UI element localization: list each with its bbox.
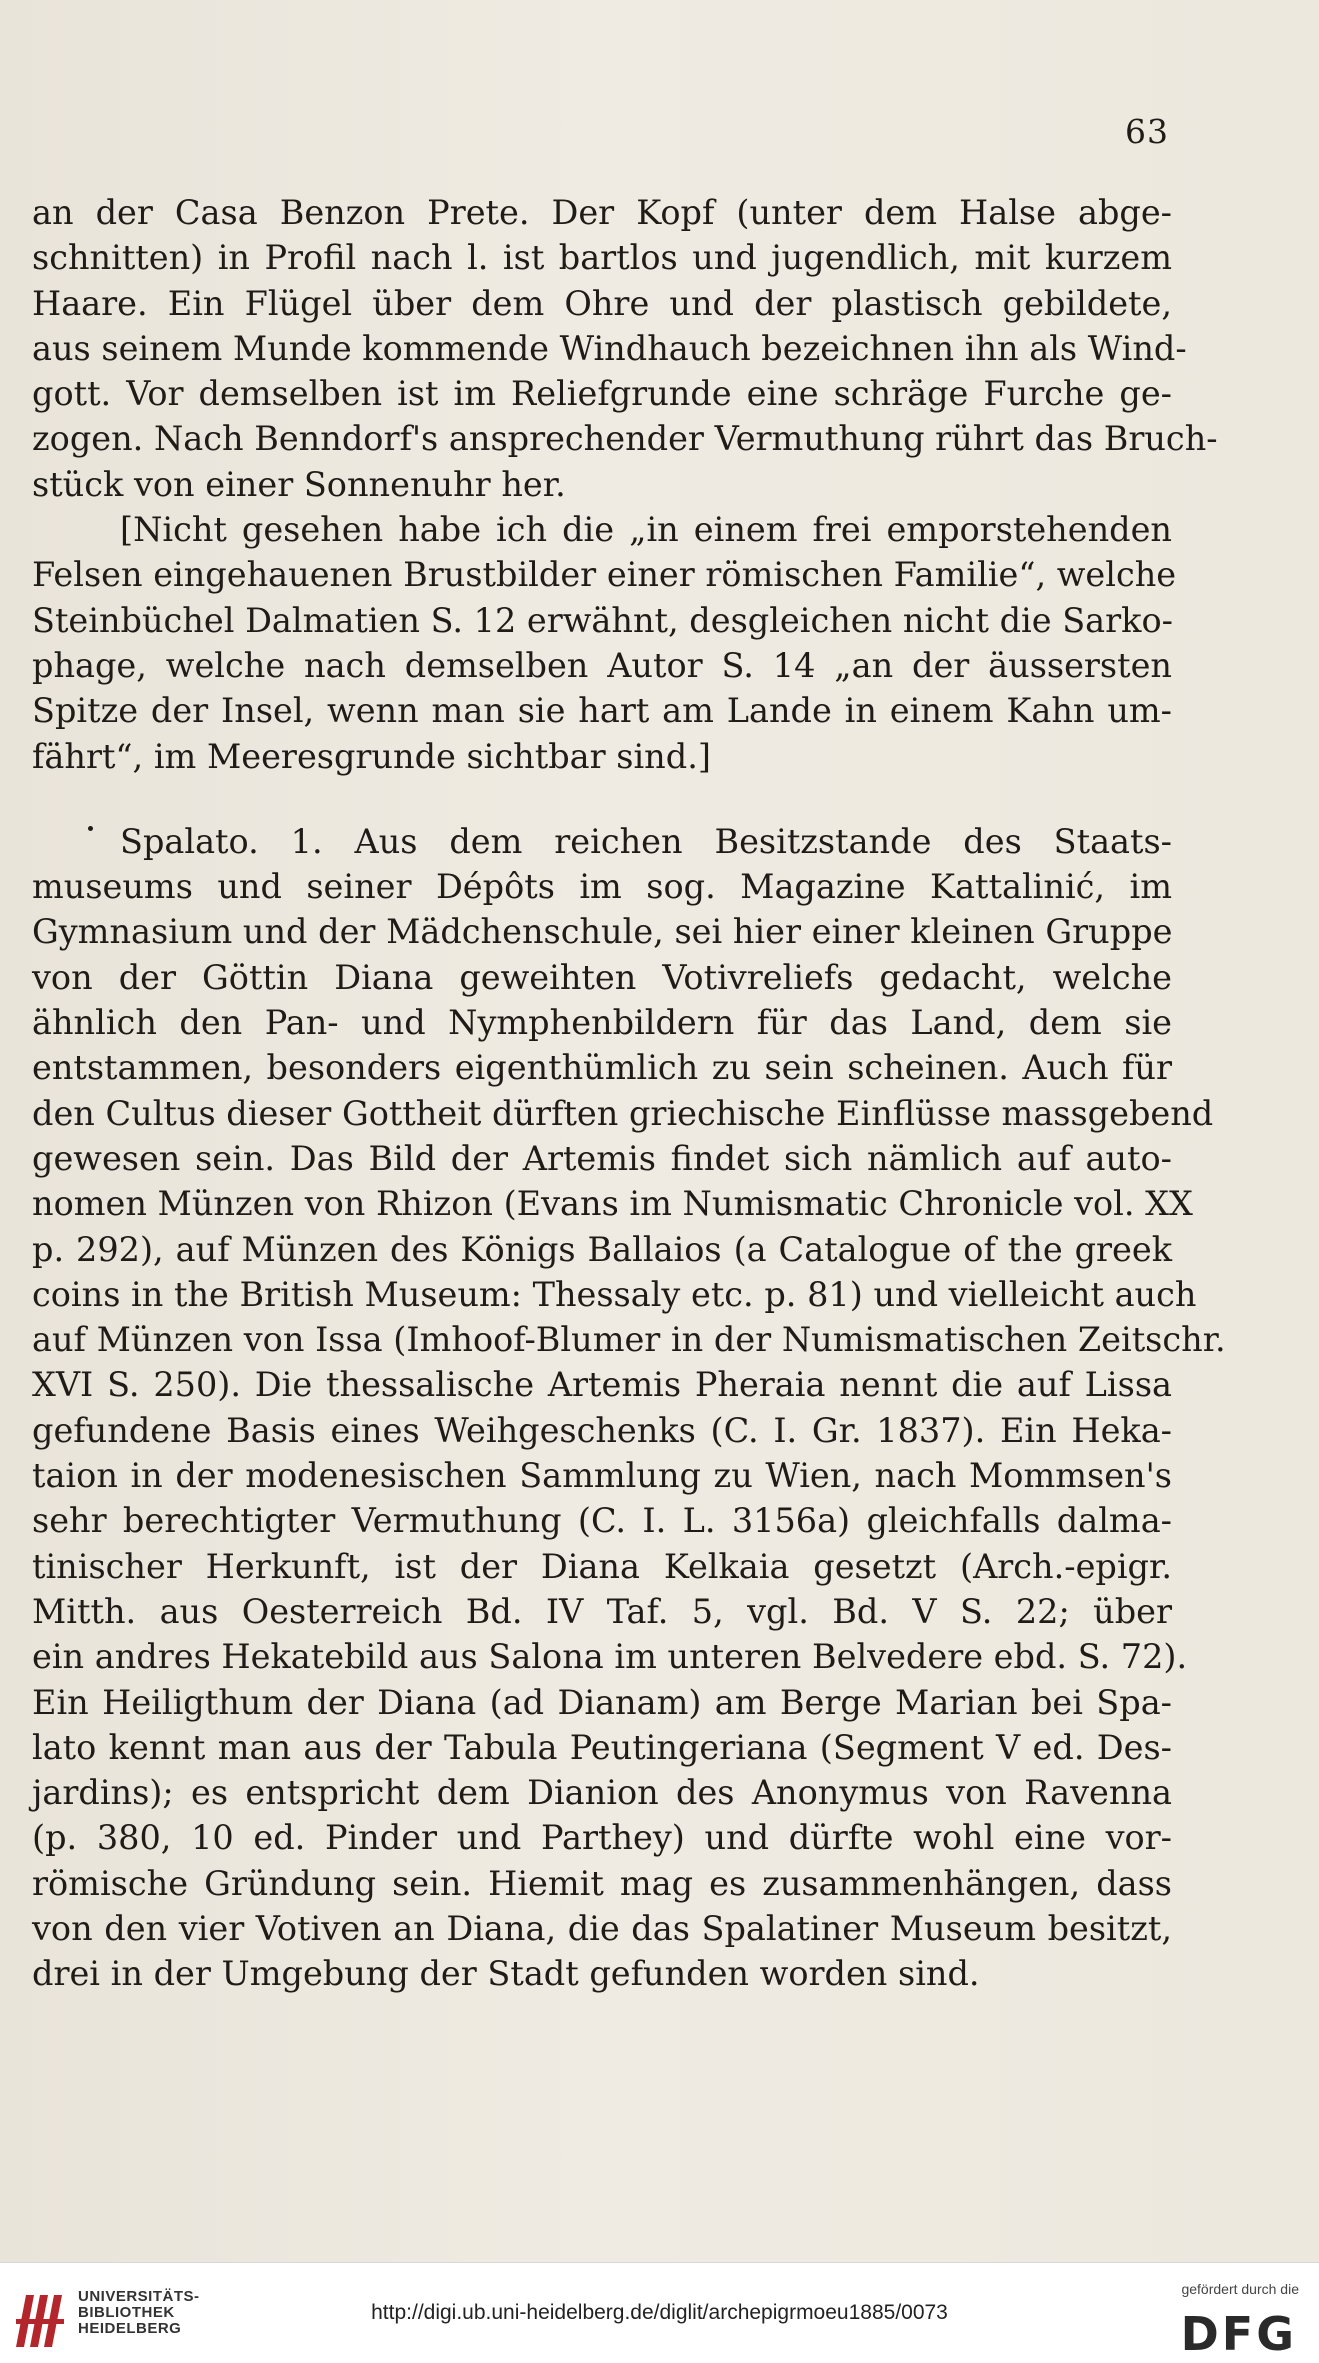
text-line: taion in der modenesischen Sammlung zu Wien, nach Mommsen's bbox=[32, 1456, 1172, 1496]
text-line: von der Göttin Diana geweihten Votivreliefs gedacht, welche bbox=[32, 957, 1172, 997]
source-url-link[interactable]: http://digi.ub.uni-heidelberg.de/diglit/archepigrmoeu1885/0073 bbox=[371, 2301, 948, 2324]
text-line: jardins); es entspricht dem Dianion des Anonymus von Ravenna bbox=[32, 1773, 1172, 1813]
text-line: auf Münzen von Issa (Imhoof-Blumer in der Numismatischen Zeitschr. bbox=[32, 1320, 1226, 1360]
text-line: Steinbüchel Dalmatien S. 12 erwähnt, desgleichen nicht die Sarko- bbox=[32, 600, 1173, 640]
text-line: sehr berechtigter Vermuthung (C. I. L. 3156a) gleichfalls dalma- bbox=[32, 1501, 1172, 1541]
text-line: lato kennt man aus der Tabula Peutingeriana (Segment V ed. Des- bbox=[32, 1727, 1172, 1767]
text-line: Felsen eingehauenen Brustbilder einer römischen Familie“, welche bbox=[32, 555, 1177, 595]
text-line: fährt“, im Meeresgrunde sichtbar sind.] bbox=[32, 736, 711, 776]
text-line: drei in der Umgebung der Stadt gefunden worden sind. bbox=[32, 1954, 980, 1994]
text-line: nomen Münzen von Rhizon (Evans im Numismatic Chronicle vol. XX bbox=[32, 1184, 1193, 1224]
text-line: (p. 380, 10 ed. Pinder und Parthey) und dürfte wohl eine vor- bbox=[32, 1818, 1172, 1858]
text-line: gott. Vor demselben ist im Reliefgrunde eine schräge Furche ge- bbox=[32, 374, 1172, 414]
body-text bbox=[32, 190, 1226, 1997]
text-line: aus seinem Munde kommende Windhauch bezeichnen ihn als Wind- bbox=[32, 328, 1187, 368]
library-name-line: UNIVERSITÄTS- bbox=[78, 2288, 200, 2305]
text-line: Gymnasium und der Mädchenschule, sei hier einer kleinen Gruppe bbox=[32, 912, 1173, 952]
funder-label: gefördert durch die bbox=[1181, 2281, 1299, 2297]
dfg-logo: DFG bbox=[1180, 2307, 1297, 2361]
text-line: p. 292), auf Münzen des Königs Ballaios (a Catalogue of the greek bbox=[32, 1229, 1172, 1269]
library-name-line: HEIDELBERG bbox=[78, 2320, 182, 2337]
page-number: 63 bbox=[1125, 112, 1169, 151]
text-line: Spitze der Insel, wenn man sie hart am Lande in einem Kahn um- bbox=[32, 691, 1172, 731]
ink-dot bbox=[88, 826, 93, 831]
text-line: phage, welche nach demselben Autor S. 14 „an der äussersten bbox=[32, 645, 1172, 685]
text-line: tinischer Herkunft, ist der Diana Kelkaia gesetzt (Arch.-epigr. bbox=[32, 1546, 1172, 1586]
text-line: zogen. Nach Benndorf's ansprechender Vermuthung rührt das Bruch- bbox=[32, 419, 1218, 459]
library-name-line: BIBLIOTHEK bbox=[78, 2304, 175, 2321]
text-line: an der Casa Benzon Prete. Der Kopf (unter dem Halse abge- bbox=[32, 193, 1172, 232]
text-line: Ein Heiligthum der Diana (ad Dianam) am Berge Marian bei Spa- bbox=[32, 1682, 1172, 1722]
text-line: XVI S. 250). Die thessalische Artemis Pheraia nennt die auf Lissa bbox=[32, 1365, 1172, 1405]
text-line: schnitten) in Profil nach l. ist bartlos und jugendlich, mit kurzem bbox=[32, 238, 1172, 278]
text-line: von den vier Votiven an Diana, die das Spalatiner Museum besitzt, bbox=[32, 1908, 1172, 1948]
text-line: Haare. Ein Flügel über dem Ohre und der plastisch gebildete, bbox=[32, 283, 1172, 323]
text-line: [Nicht gesehen habe ich die „in einem frei emporstehenden bbox=[120, 510, 1172, 550]
text-line: Spalato. 1. Aus dem reichen Besitzstande des Staats- bbox=[120, 821, 1172, 861]
text-line: Mitth. aus Oesterreich Bd. IV Taf. 5, vgl. Bd. V S. 22; über bbox=[32, 1591, 1172, 1631]
text-line: den Cultus dieser Gottheit dürften griechische Einflüsse massgebend bbox=[32, 1093, 1214, 1133]
text-line: gefundene Basis eines Weihgeschenks (C. I. Gr. 1837). Ein Heka- bbox=[32, 1410, 1172, 1450]
text-line: ähnlich den Pan- und Nymphenbildern für das Land, dem sie bbox=[32, 1003, 1172, 1043]
footer-bar bbox=[0, 2262, 1319, 2363]
text-line: coins in the British Museum: Thessaly etc. p. 81) und vielleicht auch bbox=[32, 1274, 1197, 1314]
text-line: ein andres Hekatebild aus Salona im unteren Belvedere ebd. S. 72). bbox=[32, 1637, 1188, 1677]
text-line: stück von einer Sonnenuhr her. bbox=[32, 464, 566, 504]
text-line: entstammen, besonders eigenthümlich zu sein scheinen. Auch für bbox=[32, 1048, 1172, 1088]
text-line: römische Gründung sein. Hiemit mag es zusammenhängen, dass bbox=[32, 1863, 1172, 1903]
text-line: gewesen sein. Das Bild der Artemis findet sich nämlich auf auto- bbox=[32, 1138, 1172, 1178]
text-line: museums und seiner Dépôts im sog. Magazine Kattalinić, im bbox=[32, 867, 1172, 907]
